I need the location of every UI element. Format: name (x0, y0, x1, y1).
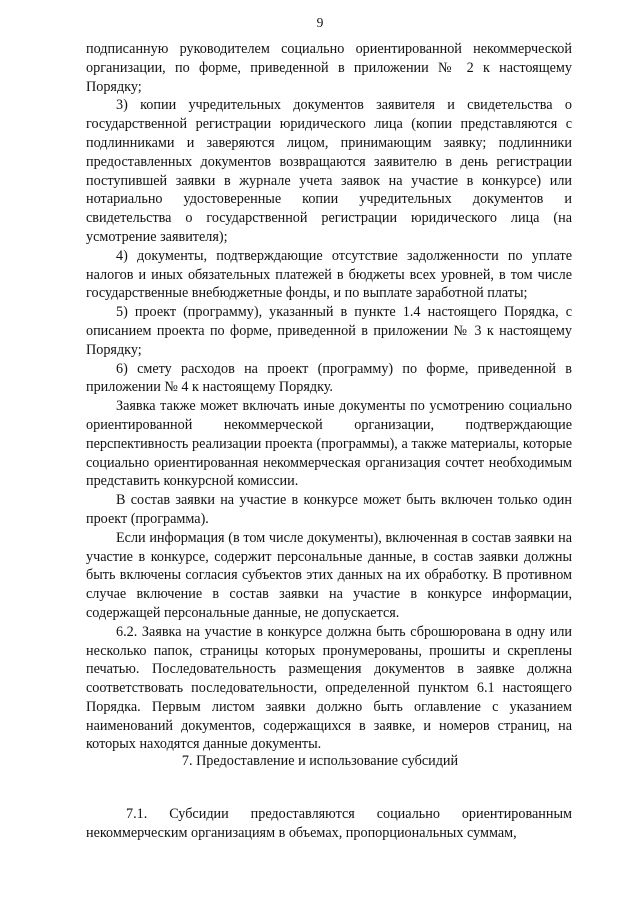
body-text (86, 40, 572, 754)
paragraph-single-project: В состав заявки на участие в конкурсе может быть включен только один проект (программа). (86, 492, 572, 527)
paragraph-7-1: 7.1. Субсидии предоставляются социально ориентированным некоммерческим организациям в объемах, пропорциональных суммам, (86, 806, 572, 841)
page-number: 9 (316, 15, 324, 30)
paragraph-item-5: 5) проект (программу), указанный в пункте 1.4 настоящего Порядка, с описанием проекта по форме, приведенной в приложении № 3 к настоящему Порядку; (86, 304, 572, 358)
section-title: 7. Предоставление и использование субсидий (181, 753, 459, 769)
paragraph-personal-data: Если информация (в том числе документы), включенная в состав заявки на участие в конкурсе, содержит персональные данные, в состав заявки должны быть включены согласия субъектов этих данных на их обработку. В противном случае включение в состав заявки на участие в конкурсе информации, содержащей персональные данные, не допускается. (86, 529, 572, 621)
paragraph-additional-documents: Заявка также может включать иные документы по усмотрению социально ориентированной некоммерческой организации, подтверждающие перспективность реализации проекта (программы), а также материалы, которые социально ориентированная некоммерческая организация сочтет необходимым представить конкурсной комиссии. (86, 398, 572, 490)
paragraph-continuation: подписанную руководителем социально ориентированной некоммерческой организации, по форме, приведенной в приложении № 2 к настоящему Порядку; (86, 41, 572, 95)
section-body (86, 805, 572, 843)
paragraph-item-3: 3) копии учредительных документов заявителя и свидетельства о государственной регистрации юридического лица (копии представляются с подлинниками и заверяются лицом, принимающим заявку; подлинники предоставленных документов возвращаются заявителю в день регистрации поступившей заявки в журнале учета заявок на участие в конкурсе) или нотариально удостоверенные копии учредительных документов и свидетельства о государственной регистрации юридического лица (на усмотрение заявителя); (86, 97, 572, 245)
paragraph-item-4: 4) документы, подтверждающие отсутствие задолженности по уплате налогов и иных обязательных платежей в бюджеты всех уровней, в том числе государственные внебюджетные фонды, и по выплате заработной платы; (86, 247, 572, 302)
paragraph-6-2: 6.2. Заявка на участие в конкурсе должна быть сброшюрована в одну или несколько папок, страницы которых пронумерованы, прошиты и скреплены печатью. Последовательность размещения документов в заявке должна соответствовать последовательности, определенной пунктом 6.1 настоящего Порядка. Первым листом заявки должно быть оглавление с указанием наименований документов, содержащихся в заявке, и номеров страниц, на которых находятся данные документы. (86, 623, 572, 753)
paragraph-item-6: 6) смету расходов на проект (программу) по форме, приведенной в приложении № 4 к настоящему Порядку. (86, 360, 572, 396)
